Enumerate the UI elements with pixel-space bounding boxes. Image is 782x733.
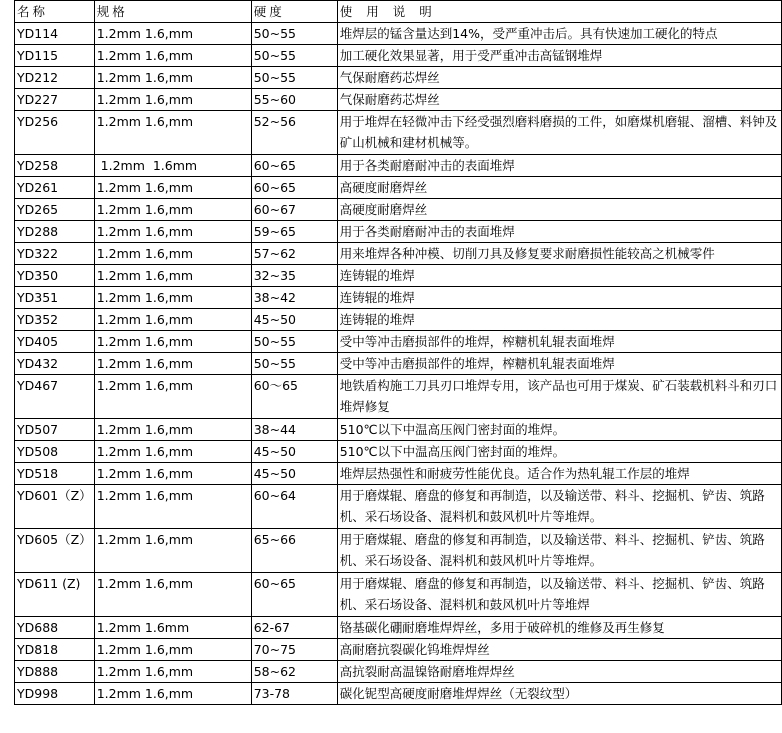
cell-usage: 用于磨煤辊、磨盘的修复和再制造，以及输送带、料斗、挖掘机、铲齿、筑路机、采石场设备、混料机和鼓风机叶片等堆焊。 bbox=[337, 529, 781, 573]
cell-name: YD507 bbox=[15, 419, 95, 441]
cell-usage: 堆焊层的锰含量达到14%，受严重冲击后。具有快速加工硬化的特点 bbox=[337, 23, 781, 45]
table-row bbox=[15, 353, 782, 375]
cell-name: YD115 bbox=[15, 45, 95, 67]
cell-usage: 用于磨煤辊、磨盘的修复和再制造，以及输送带、料斗、挖掘机、铲齿、筑路机、采石场设备、混料机和鼓风机叶片等堆焊。 bbox=[337, 485, 781, 529]
cell-hardness: 55~60 bbox=[251, 89, 337, 111]
table-row bbox=[15, 177, 782, 199]
table-row bbox=[15, 683, 782, 705]
cell-name: YD405 bbox=[15, 331, 95, 353]
cell-hardness: 65~66 bbox=[251, 529, 337, 573]
header-spec: 规格 bbox=[94, 1, 251, 23]
table-row bbox=[15, 617, 782, 639]
cell-name: YD322 bbox=[15, 243, 95, 265]
cell-usage: 碳化铌型高硬度耐磨堆焊焊丝（无裂纹型） bbox=[337, 683, 781, 705]
cell-spec: 1.2mm 1.6,mm bbox=[94, 265, 251, 287]
cell-usage: 510℃以下中温高压阀门密封面的堆焊。 bbox=[337, 441, 781, 463]
cell-spec: 1.2mm 1.6,mm bbox=[94, 485, 251, 529]
cell-name: YD432 bbox=[15, 353, 95, 375]
cell-name: YD998 bbox=[15, 683, 95, 705]
table-row bbox=[15, 287, 782, 309]
table-row bbox=[15, 661, 782, 683]
cell-name: YD258 bbox=[15, 155, 95, 177]
cell-name: YD256 bbox=[15, 111, 95, 155]
cell-usage: 堆焊层热强性和耐疲劳性能优良。适合作为热轧辊工作层的堆焊 bbox=[337, 463, 781, 485]
cell-hardness: 50~55 bbox=[251, 45, 337, 67]
cell-name: YD611 (Z) bbox=[15, 573, 95, 617]
header-row bbox=[15, 1, 782, 23]
header-usage: 使用说明 bbox=[337, 1, 781, 23]
table-row bbox=[15, 441, 782, 463]
cell-name: YD601（Z） bbox=[15, 485, 95, 529]
cell-hardness: 58~62 bbox=[251, 661, 337, 683]
table-row bbox=[15, 111, 782, 155]
cell-hardness: 60~65 bbox=[251, 573, 337, 617]
cell-name: YD265 bbox=[15, 199, 95, 221]
cell-hardness: 73-78 bbox=[251, 683, 337, 705]
cell-usage: 用来堆焊各种冲模、切削刀具及修复要求耐磨损性能较高之机械零件 bbox=[337, 243, 781, 265]
cell-usage: 连铸辊的堆焊 bbox=[337, 287, 781, 309]
table-row bbox=[15, 529, 782, 573]
cell-usage: 受中等冲击磨损部件的堆焊，榨糖机轧辊表面堆焊 bbox=[337, 331, 781, 353]
cell-usage: 高抗裂耐高温镍铬耐磨堆焊焊丝 bbox=[337, 661, 781, 683]
table-row bbox=[15, 155, 782, 177]
cell-name: YD288 bbox=[15, 221, 95, 243]
cell-spec: 1.2mm 1.6,mm bbox=[94, 661, 251, 683]
cell-usage: 连铸辊的堆焊 bbox=[337, 309, 781, 331]
cell-usage: 铬基碳化硼耐磨堆焊焊丝，多用于破碎机的维修及再生修复 bbox=[337, 617, 781, 639]
table-row bbox=[15, 331, 782, 353]
cell-name: YD227 bbox=[15, 89, 95, 111]
cell-spec: 1.2mm 1.6,mm bbox=[94, 287, 251, 309]
cell-usage: 用于磨煤辊、磨盘的修复和再制造，以及输送带、料斗、挖掘机、铲齿、筑路机、采石场设备、混料机和鼓风机叶片等堆焊 bbox=[337, 573, 781, 617]
cell-spec: 1.2mm 1.6mm bbox=[94, 155, 251, 177]
table-row bbox=[15, 463, 782, 485]
cell-spec: 1.2mm 1.6,mm bbox=[94, 111, 251, 155]
cell-spec: 1.2mm 1.6,mm bbox=[94, 67, 251, 89]
welding-wire-table bbox=[14, 0, 782, 705]
table-row bbox=[15, 573, 782, 617]
cell-name: YD261 bbox=[15, 177, 95, 199]
cell-hardness: 45~50 bbox=[251, 309, 337, 331]
cell-hardness: 60~67 bbox=[251, 199, 337, 221]
cell-name: YD888 bbox=[15, 661, 95, 683]
cell-hardness: 45~50 bbox=[251, 463, 337, 485]
cell-hardness: 50~55 bbox=[251, 23, 337, 45]
cell-usage: 用于堆焊在轻微冲击下经受强烈磨料磨损的工件，如磨煤机磨辊、溜槽、料钟及矿山机械和建材机械等。 bbox=[337, 111, 781, 155]
cell-usage: 加工硬化效果显著，用于受严重冲击高锰钢堆焊 bbox=[337, 45, 781, 67]
cell-name: YD605（Z） bbox=[15, 529, 95, 573]
cell-usage: 高硬度耐磨焊丝 bbox=[337, 177, 781, 199]
table-row bbox=[15, 23, 782, 45]
cell-spec: 1.2mm 1.6,mm bbox=[94, 441, 251, 463]
cell-spec: 1.2mm 1.6,mm bbox=[94, 23, 251, 45]
cell-spec: 1.2mm 1.6,mm bbox=[94, 683, 251, 705]
header-name: 名称 bbox=[15, 1, 95, 23]
cell-name: YD212 bbox=[15, 67, 95, 89]
cell-spec: 1.2mm 1.6,mm bbox=[94, 45, 251, 67]
cell-usage: 连铸辊的堆焊 bbox=[337, 265, 781, 287]
table-row bbox=[15, 309, 782, 331]
cell-usage: 受中等冲击磨损部件的堆焊，榨糖机轧辊表面堆焊 bbox=[337, 353, 781, 375]
cell-hardness: 70~75 bbox=[251, 639, 337, 661]
cell-hardness: 38~42 bbox=[251, 287, 337, 309]
cell-usage: 用于各类耐磨耐冲击的表面堆焊 bbox=[337, 221, 781, 243]
cell-spec: 1.2mm 1.6,mm bbox=[94, 419, 251, 441]
cell-name: YD688 bbox=[15, 617, 95, 639]
table-row bbox=[15, 45, 782, 67]
cell-spec: 1.2mm 1.6,mm bbox=[94, 529, 251, 573]
header-hardness: 硬度 bbox=[251, 1, 337, 23]
table-row bbox=[15, 67, 782, 89]
table-row bbox=[15, 221, 782, 243]
cell-name: YD818 bbox=[15, 639, 95, 661]
table-row bbox=[15, 243, 782, 265]
cell-spec: 1.2mm 1.6mm bbox=[94, 617, 251, 639]
cell-name: YD114 bbox=[15, 23, 95, 45]
table-row bbox=[15, 199, 782, 221]
cell-name: YD350 bbox=[15, 265, 95, 287]
cell-hardness: 59~65 bbox=[251, 221, 337, 243]
cell-hardness: 50~55 bbox=[251, 353, 337, 375]
cell-spec: 1.2mm 1.6,mm bbox=[94, 463, 251, 485]
cell-spec: 1.2mm 1.6,mm bbox=[94, 639, 251, 661]
table-row bbox=[15, 485, 782, 529]
cell-hardness: 32~35 bbox=[251, 265, 337, 287]
table-row bbox=[15, 639, 782, 661]
cell-hardness: 50~55 bbox=[251, 331, 337, 353]
table-row bbox=[15, 375, 782, 419]
cell-hardness: 38~44 bbox=[251, 419, 337, 441]
table-body bbox=[15, 23, 782, 705]
cell-spec: 1.2mm 1.6,mm bbox=[94, 199, 251, 221]
cell-spec: 1.2mm 1.6,mm bbox=[94, 573, 251, 617]
cell-name: YD508 bbox=[15, 441, 95, 463]
cell-usage: 气保耐磨药芯焊丝 bbox=[337, 89, 781, 111]
cell-spec: 1.2mm 1.6,mm bbox=[94, 243, 251, 265]
cell-spec: 1.2mm 1.6,mm bbox=[94, 89, 251, 111]
cell-spec: 1.2mm 1.6,mm bbox=[94, 309, 251, 331]
cell-usage: 510℃以下中温高压阀门密封面的堆焊。 bbox=[337, 419, 781, 441]
cell-hardness: 45~50 bbox=[251, 441, 337, 463]
cell-spec: 1.2mm 1.6,mm bbox=[94, 331, 251, 353]
cell-hardness: 60~64 bbox=[251, 485, 337, 529]
cell-hardness: 62-67 bbox=[251, 617, 337, 639]
cell-usage: 高耐磨抗裂碳化钨堆焊焊丝 bbox=[337, 639, 781, 661]
table-row bbox=[15, 265, 782, 287]
cell-hardness: 60~65 bbox=[251, 177, 337, 199]
cell-name: YD351 bbox=[15, 287, 95, 309]
cell-hardness: 60～65 bbox=[251, 375, 337, 419]
cell-spec: 1.2mm 1.6,mm bbox=[94, 177, 251, 199]
cell-hardness: 50~55 bbox=[251, 67, 337, 89]
cell-hardness: 57~62 bbox=[251, 243, 337, 265]
cell-hardness: 52~56 bbox=[251, 111, 337, 155]
cell-spec: 1.2mm 1.6,mm bbox=[94, 353, 251, 375]
table-row bbox=[15, 419, 782, 441]
table-row bbox=[15, 89, 782, 111]
cell-spec: 1.2mm 1.6,mm bbox=[94, 221, 251, 243]
cell-usage: 气保耐磨药芯焊丝 bbox=[337, 67, 781, 89]
cell-name: YD518 bbox=[15, 463, 95, 485]
cell-name: YD467 bbox=[15, 375, 95, 419]
cell-usage: 用于各类耐磨耐冲击的表面堆焊 bbox=[337, 155, 781, 177]
cell-usage: 高硬度耐磨焊丝 bbox=[337, 199, 781, 221]
cell-name: YD352 bbox=[15, 309, 95, 331]
cell-hardness: 60~65 bbox=[251, 155, 337, 177]
cell-spec: 1.2mm 1.6,mm bbox=[94, 375, 251, 419]
cell-usage: 地铁盾构施工刀具刃口堆焊专用，该产品也可用于煤炭、矿石装载机料斗和刃口堆焊修复 bbox=[337, 375, 781, 419]
